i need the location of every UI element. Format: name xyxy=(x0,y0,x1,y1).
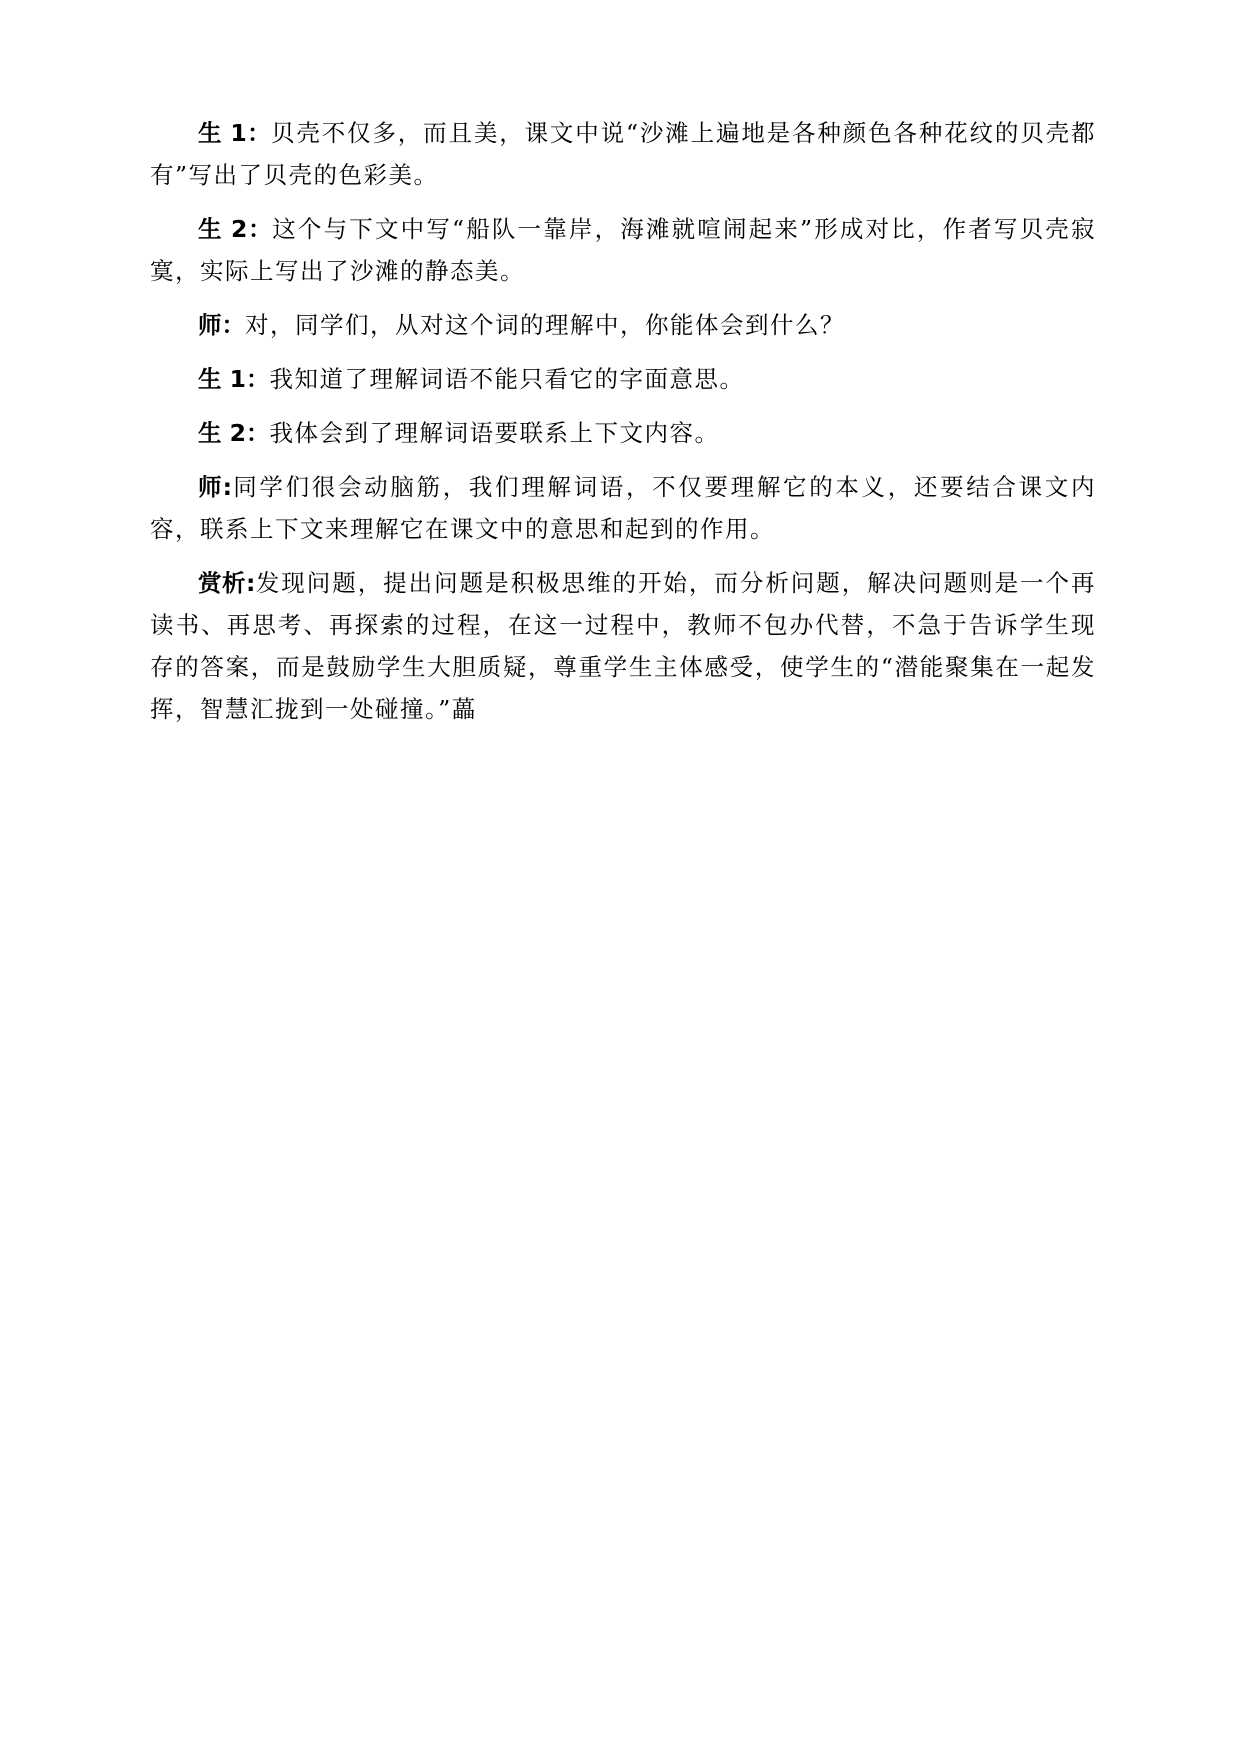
paragraph-text: 贝壳不仅多，而且美，课文中说“沙滩上遍地是各种颜色各种花纹的贝壳都有”写出了贝壳的色彩美。 xyxy=(150,119,1096,189)
dialogue-paragraph-6 xyxy=(150,466,1096,550)
speaker-label: 师: xyxy=(198,473,233,501)
speaker-label: 赏析: xyxy=(198,569,256,597)
analysis-paragraph xyxy=(150,562,1096,730)
speaker-label: 生 2： xyxy=(198,215,273,243)
dialogue-paragraph-5 xyxy=(150,412,1096,454)
paragraph-text: 同学们很会动脑筋，我们理解词语，不仅要理解它的本义，还要结合课文内容，联系上下文来理解它在课文中的意思和起到的作用。 xyxy=(150,473,1096,543)
dialogue-paragraph-3 xyxy=(150,304,1096,346)
document-body xyxy=(150,112,1096,742)
paragraph-text: 这个与下文中写“船队一靠岸，海滩就喧闹起来”形成对比，作者写贝壳寂寞，实际上写出了沙滩的静态美。 xyxy=(150,215,1096,285)
paragraph-text: 对，同学们，从对这个词的理解中，你能体会到什么？ xyxy=(245,311,845,339)
dialogue-paragraph-1 xyxy=(150,112,1096,196)
dialogue-paragraph-4 xyxy=(150,358,1096,400)
speaker-label: 生 2： xyxy=(198,419,270,447)
speaker-label: 生 1： xyxy=(198,365,270,393)
speaker-label: 生 1： xyxy=(198,119,271,147)
dialogue-paragraph-2 xyxy=(150,208,1096,292)
paragraph-text: 发现问题，提出问题是积极思维的开始，而分析问题，解决问题则是一个再读书、再思考、再探索的过程，在这一过程中，教师不包办代替，不急于告诉学生现存的答案，而是鼓励学生大胆质疑，尊重学生主体感受，使学生的“潜能聚集在一起发挥，智慧汇拢到一处碰撞。”藟 xyxy=(150,569,1097,723)
paragraph-text: 我体会到了理解词语要联系上下文内容。 xyxy=(269,419,720,447)
speaker-label: 师： xyxy=(198,311,245,339)
paragraph-text: 我知道了理解词语不能只看它的字面意思。 xyxy=(269,365,745,393)
